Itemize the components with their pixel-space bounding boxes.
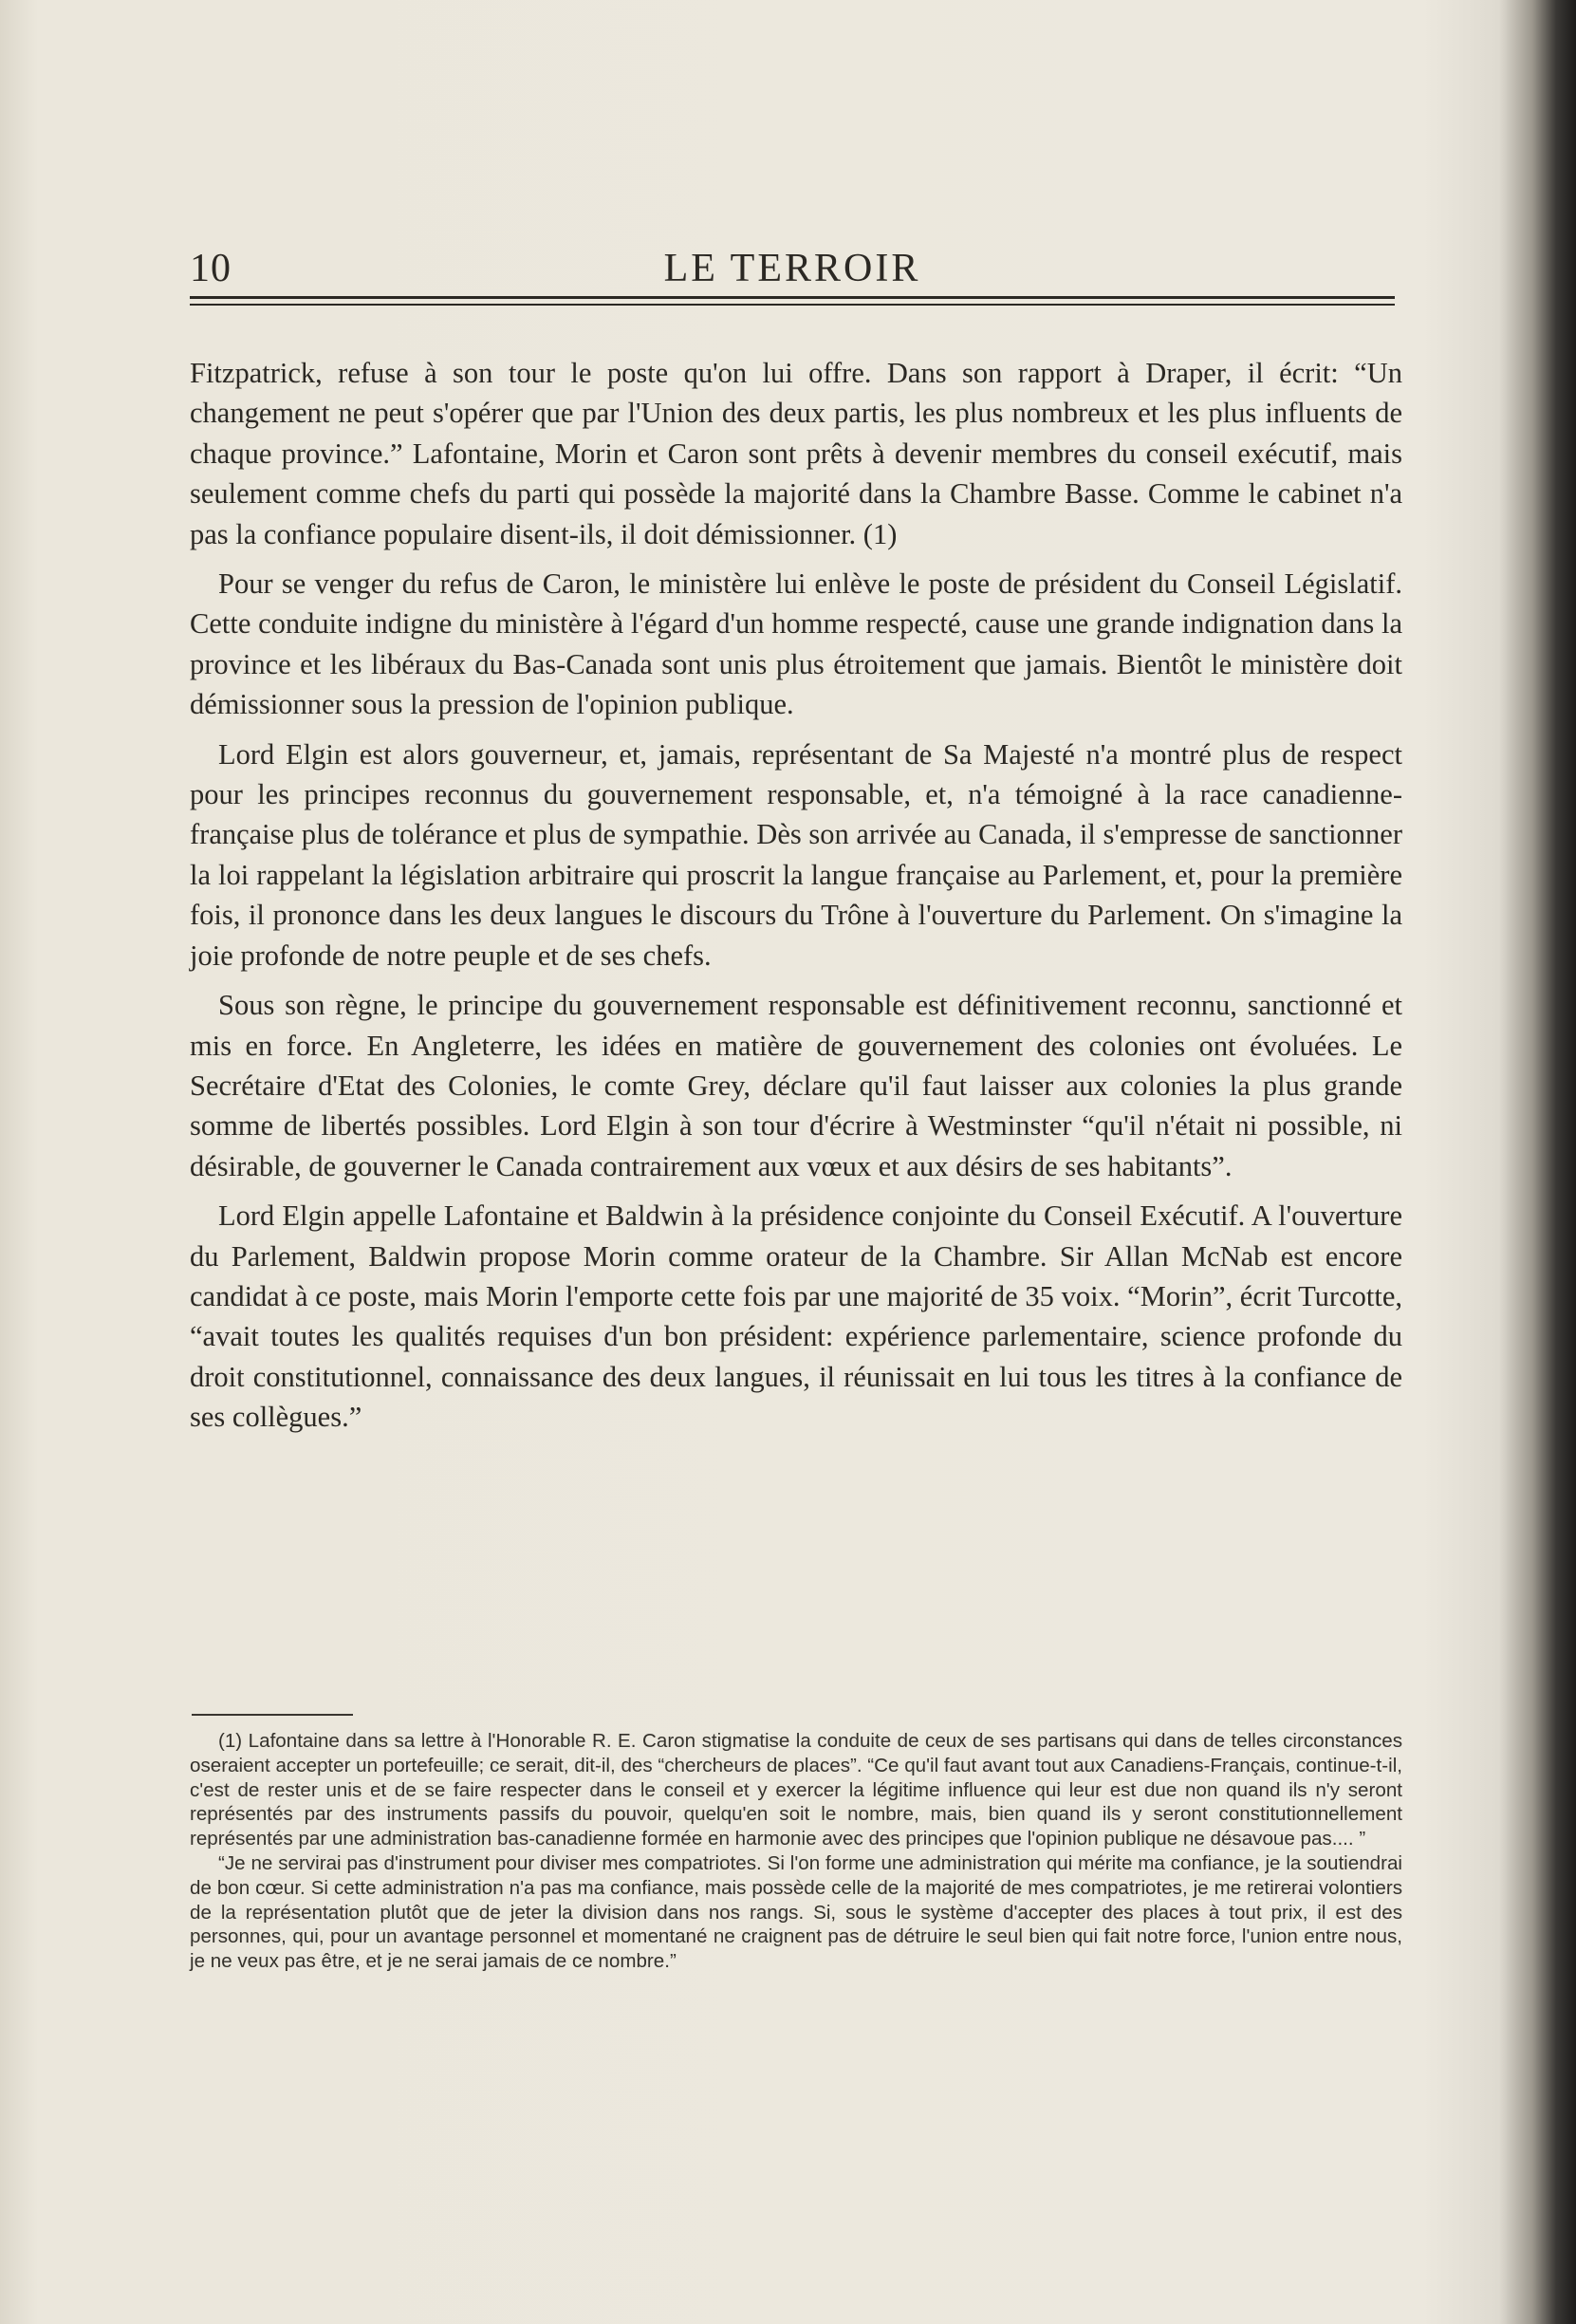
- header-rule-thin: [190, 304, 1395, 306]
- running-title: LE TERROIR: [663, 247, 921, 290]
- footnote-rule: [192, 1714, 353, 1716]
- paragraph: Sous son règne, le principe du gouvernement responsable est définitivement reconnu, sanctionné et mis en force. En Angleterre, les idées en matière de gouvernement des colonies ont évoluées. Le Secrétaire d'Etat des Colonies, le comte Grey, déclare qu'il faut laisser aux colonies la plus grande somme de libertés possibles. Lord Elgin à son tour d'écrire à Westminster “qu'il n'était ni possible, ni désirable, de gouverner le Canada contrairement aux vœux et aux désirs de ses habitants”.: [190, 989, 1402, 1182]
- footnote-1: (1) Lafontaine dans sa lettre à l'Honorable R. E. Caron stigmatise la conduite de ceux de ses partisans qui dans de telles circonstances oseraient accepter un portefeuille; ce serait, dit-il, des “chercheurs de places”. “Ce qu'il faut avant tout aux Canadiens-Français, continue-t-il, c'est de rester unis et de se faire respecter dans le conseil et y exercer la légitime influence qui leur est due non quand ils n'y seront représentés par des instruments passifs du pouvoir, quelqu'en soit le nombre, mais, bien quand ils y seront constitutionnellement représentés par une administration bas-canadienne formée en harmonie avec des principes que l'opinion publique ne désavoue pas.... ”: [190, 1730, 1402, 1850]
- page-header: [190, 245, 1395, 302]
- header-rule-thick: [190, 296, 1395, 299]
- paragraph: Pour se venger du refus de Caron, le ministère lui enlève le poste de président du Conseil Législatif. Cette conduite indigne du ministère à l'égard d'un homme respecté, cause une grande indignation dans la province et les libéraux du Bas-Canada sont unis plus étroitement que jamais. Bientôt le ministère doit démissionner sous la pression de l'opinion publique.: [190, 567, 1402, 721]
- paragraph-continued: Fitzpatrick, refuse à son tour le poste qu'on lui offre. Dans son rapport à Draper, il écrit: “Un changement ne peut s'opérer que par l'Union des deux partis, les plus nombreux et les plus influents de chaque province.” Lafontaine, Morin et Caron sont prêts à devenir membres du conseil exécutif, mais seulement comme chefs du parti qui possède la majorité dans la Chambre Basse. Comme le cabinet n'a pas la confiance populaire disent-ils, il doit démissionner. (1): [190, 357, 1402, 550]
- main-text: [190, 353, 1402, 1447]
- paragraph: Lord Elgin est alors gouverneur, et, jamais, représentant de Sa Majesté n'a montré plus de respect pour les principes reconnus du gouvernement responsable, et, n'a témoigné à la race canadienne-française plus de tolérance et plus de sympathie. Dès son arrivée au Canada, il s'empresse de sanctionner la loi rappelant la législation arbitraire qui proscrit la langue française au Parlement, et, pour la première fois, il prononce dans les deux langues le discours du Trône à l'ouverture du Parlement. On s'imagine la joie profonde de notre peuple et de ses chefs.: [190, 737, 1402, 972]
- footnotes: [190, 1729, 1402, 1974]
- paragraph: Lord Elgin appelle Lafontaine et Baldwin à la présidence conjointe du Conseil Exécutif. A l'ouverture du Parlement, Baldwin propose Morin comme orateur de la Chambre. Sir Allan McNab est encore candidat à ce poste, mais Morin l'emporte cette fois par une majorité de 35 voix. “Morin”, écrit Turcotte, “avait toutes les qualités requises d'un bon président: expérience parlementaire, science profonde du droit constitutionnel, connaissance des deux langues, il réunissait en lui tous les titres à la confiance de ses collègues.”: [190, 1199, 1402, 1434]
- page-number: 10: [190, 247, 232, 290]
- footnote-1-continuation: “Je ne servirai pas d'instrument pour diviser mes compatriotes. Si l'on forme une administration qui mérite ma confiance, je la soutiendrai de bon cœur. Si cette administration n'a pas ma confiance, mais possède celle de la majorité de mes compatriotes, je me retirerai volontiers de la représentation plutôt que de jeter la division dans nos rangs. Si, sous le système d'accepter des places à tout prix, il est des personnes, qui, pour un avantage personnel et momentané ne craignent pas de détruire le seul bien qui fait notre force, l'union entre nous, je ne veux pas être, et je ne serai jamais de ce nombre.”: [190, 1851, 1402, 1973]
